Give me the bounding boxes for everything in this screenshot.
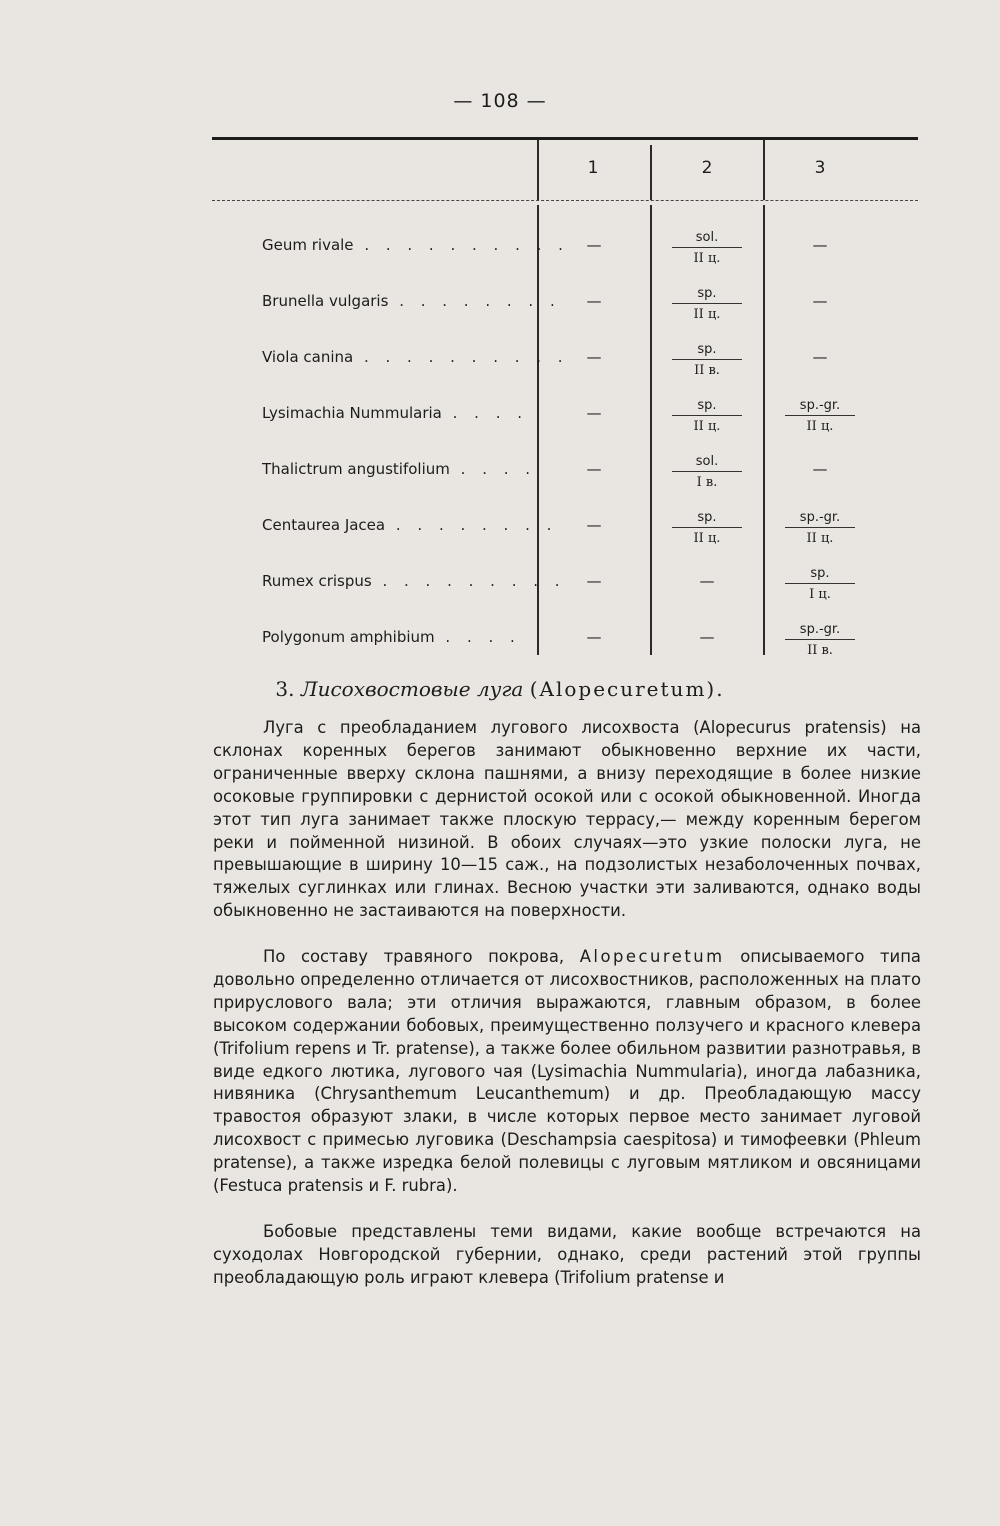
cell-empty: — bbox=[586, 516, 602, 534]
cell-fraction bbox=[672, 398, 742, 434]
species-name bbox=[262, 628, 532, 646]
abundance: sol. bbox=[672, 454, 742, 472]
cell-fraction bbox=[672, 510, 742, 546]
paragraph: Бобовые представлены теми видами, какие вообще встречаются на суходолах Новгородской губернии, однако, среди растений этой группы преобладающую роль играют клевера (Trifolium pratense и bbox=[213, 1222, 921, 1287]
cell-empty: — bbox=[586, 292, 602, 310]
leader-dots: . . . . bbox=[449, 460, 537, 478]
column-divider bbox=[763, 140, 765, 200]
column-divider bbox=[650, 205, 652, 655]
species-name bbox=[262, 572, 566, 590]
cell-fraction bbox=[672, 286, 742, 322]
leader-dots: . . . . bbox=[434, 628, 521, 646]
paragraph-text: По составу травяного покрова, bbox=[263, 947, 565, 966]
section-title-lat: (Alopecuretum). bbox=[529, 677, 725, 701]
species-label: Geum rivale bbox=[262, 236, 354, 254]
species-label: Lysimachia Nummularia bbox=[262, 404, 442, 422]
species-label: Polygonum amphibium bbox=[262, 628, 435, 646]
cell-fraction bbox=[785, 566, 855, 602]
cell-empty: — bbox=[586, 404, 602, 422]
species-name bbox=[262, 348, 569, 366]
column-divider bbox=[650, 145, 652, 200]
table-header-rule bbox=[212, 200, 918, 201]
abundance: sp.-gr. bbox=[785, 398, 855, 416]
cell-empty: — bbox=[812, 236, 828, 254]
phenophase: II ц. bbox=[693, 251, 721, 266]
cell-empty: — bbox=[699, 628, 715, 646]
paragraph bbox=[213, 946, 921, 1198]
phenophase: II ц. bbox=[806, 531, 834, 546]
cell-fraction bbox=[785, 398, 855, 434]
abundance: sp. bbox=[672, 286, 742, 304]
abundance: sp. bbox=[672, 510, 742, 528]
phenophase: I ц. bbox=[809, 587, 831, 602]
abundance: sp. bbox=[785, 566, 855, 584]
species-name bbox=[262, 292, 561, 310]
species-name bbox=[262, 460, 537, 478]
cell-empty: — bbox=[586, 236, 602, 254]
phenophase: II в. bbox=[694, 363, 720, 378]
page-number: — 108 — bbox=[453, 90, 547, 112]
column-header-1: 1 bbox=[587, 158, 599, 178]
phenophase: II ц. bbox=[693, 531, 721, 546]
cell-empty: — bbox=[586, 348, 602, 366]
cell-fraction bbox=[672, 230, 742, 266]
section-title-ru: Лисохвостовые луга bbox=[300, 677, 524, 701]
species-label: Centaurea Jacea bbox=[262, 516, 386, 534]
table-top-rule bbox=[212, 137, 918, 140]
leader-dots: . . . . . . . . bbox=[388, 292, 561, 310]
phenophase: I в. bbox=[696, 475, 718, 490]
species-label: Rumex crispus bbox=[262, 572, 372, 590]
cell-empty: — bbox=[812, 292, 828, 310]
leader-dots: . . . . . . . . . . bbox=[353, 236, 569, 254]
cell-fraction bbox=[785, 510, 855, 546]
species-label: Thalictrum angustifolium bbox=[262, 460, 450, 478]
species-label: Viola canina bbox=[262, 348, 354, 366]
phenophase: II ц. bbox=[806, 419, 834, 434]
species-name bbox=[262, 404, 532, 422]
emphasized-term: Alopecuretum bbox=[579, 947, 725, 966]
paragraph-text: описываемого типа довольно определенно отличается от лисохвостников, расположенных на плато прируслового вала; эти отличия выражаются, главным образом, в более высоком содержании бобовых, преимущественно ползучего и красного клевера (Trifolium repens и Tr. pratense), а также более обильном развитии разнотравья, в виде едкого лютика, лугового чая (Lysimachia Nummularia), иногда лабазника, нивяника (Chrysanthemum Leucanthemum) и др. Преобладающую массу травостоя образуют злаки, в числе которых первое место занимает луговой лисохвост с примесью луговика (Deschampsia caespitosa) и тимофеевки (Phleum pratense), а также изредка белой полевицы с луговым мятликом и овсяницами (Festuca pratensis и F. rubra). bbox=[213, 947, 921, 1196]
cell-empty: — bbox=[586, 628, 602, 646]
phenophase: II в. bbox=[807, 643, 833, 658]
species-name bbox=[262, 516, 558, 534]
column-divider bbox=[537, 140, 539, 200]
phenophase: II ц. bbox=[693, 419, 721, 434]
phenophase: II ц. bbox=[693, 307, 721, 322]
species-name bbox=[262, 236, 569, 254]
cell-fraction bbox=[785, 622, 855, 658]
cell-empty: — bbox=[812, 348, 828, 366]
abundance: sp. bbox=[672, 398, 742, 416]
cell-fraction bbox=[672, 454, 742, 490]
leader-dots: . . . . . . . . bbox=[385, 516, 558, 534]
abundance: sp.-gr. bbox=[785, 510, 855, 528]
cell-empty: — bbox=[812, 460, 828, 478]
cell-fraction bbox=[672, 342, 742, 378]
cell-empty: — bbox=[586, 572, 602, 590]
leader-dots: . . . . bbox=[441, 404, 529, 422]
paragraph: Луга с преобладанием лугового лисохвоста (Alopecurus pratensis) на склонах коренных берегов занимают обыкновенно верхние их части, ограниченные вверху склона пашнями, а внизу переходящие в более низкие осоковые группировки с дернистой осокой или с осокой обыкновенной. Иногда этот тип луга занимает также плоскую террасу,— между коренным берегом реки и пойменной низиной. В обоих случаях—это узкие полоски луга, не превышающие в ширину 10—15 саж., на подзолистых незаболоченных почвах, тяжелых суглинках или глинах. Весною участки эти заливаются, однако воды обыкновенно не застаиваются на поверхности. bbox=[213, 718, 921, 921]
column-divider bbox=[763, 205, 765, 655]
abundance: sol. bbox=[672, 230, 742, 248]
cell-empty: — bbox=[699, 572, 715, 590]
cell-empty: — bbox=[586, 460, 602, 478]
section-heading bbox=[0, 677, 1000, 701]
column-header-2: 2 bbox=[701, 158, 713, 178]
leader-dots: . . . . . . . . . . bbox=[353, 348, 569, 366]
species-label: Brunella vulgaris bbox=[262, 292, 389, 310]
section-number: 3. bbox=[275, 677, 295, 701]
abundance: sp.-gr. bbox=[785, 622, 855, 640]
column-header-3: 3 bbox=[814, 158, 826, 178]
leader-dots: . . . . . . . . . bbox=[371, 572, 566, 590]
abundance: sp. bbox=[672, 342, 742, 360]
